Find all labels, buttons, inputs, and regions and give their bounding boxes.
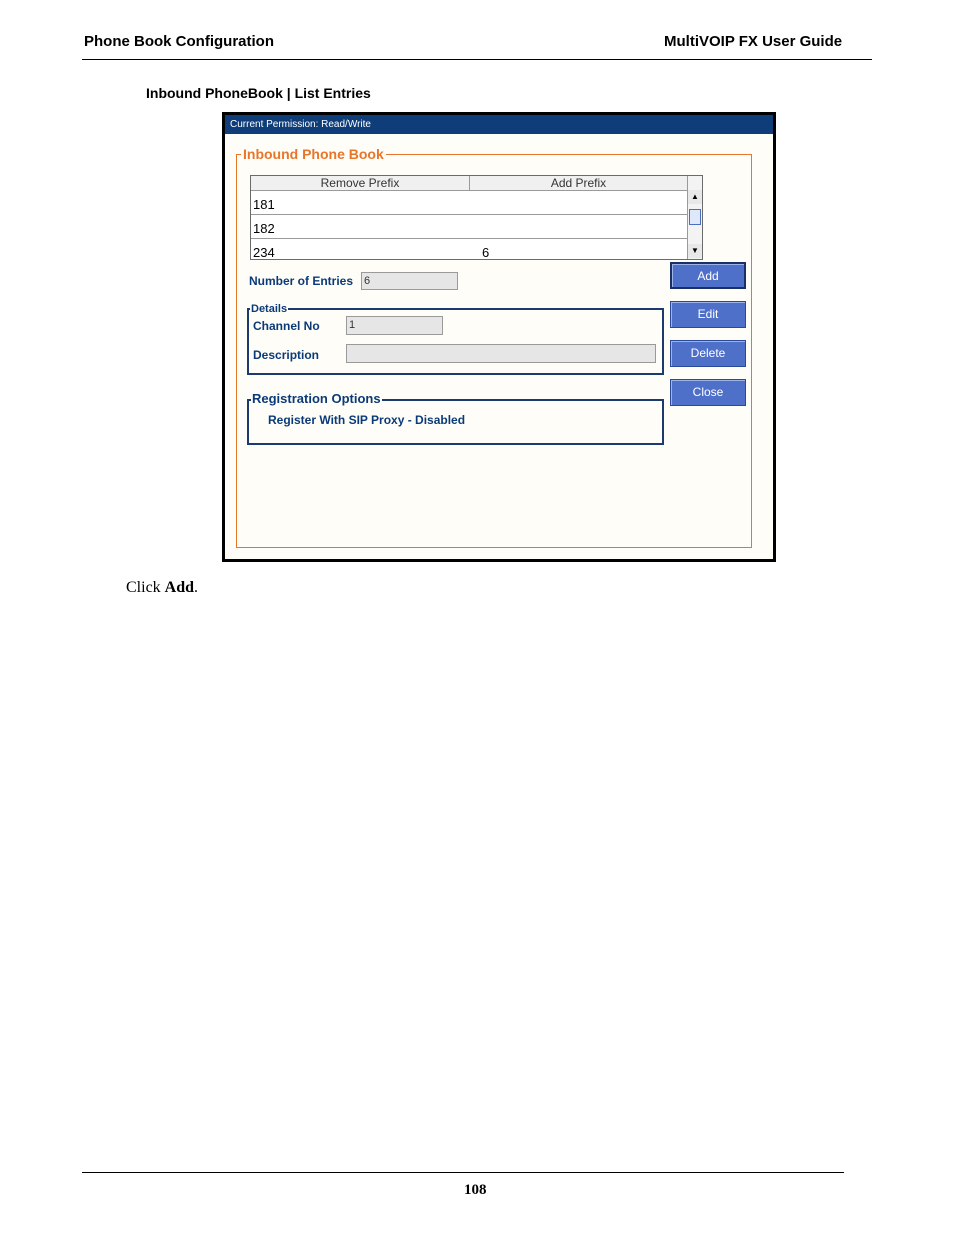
footer-divider bbox=[82, 1172, 844, 1173]
page-number: 108 bbox=[464, 1182, 487, 1198]
column-header-add-prefix[interactable]: Add Prefix bbox=[470, 176, 688, 191]
remove-prefix-cell: 234 bbox=[253, 245, 275, 260]
number-of-entries-label: Number of Entries bbox=[249, 274, 354, 288]
column-header-remove-prefix[interactable]: Remove Prefix bbox=[251, 176, 470, 191]
channel-no-label: Channel No bbox=[253, 319, 320, 333]
document-guide-title: MultiVOIP FX User Guide bbox=[664, 33, 843, 50]
remove-prefix-cell: 182 bbox=[253, 221, 275, 236]
header-divider bbox=[82, 59, 872, 60]
instruction-suffix: . bbox=[194, 579, 199, 596]
screenshot-frame bbox=[222, 112, 776, 562]
sip-proxy-status: Register With SIP Proxy - Disabled bbox=[268, 413, 466, 427]
description-label: Description bbox=[253, 348, 320, 362]
phonebook-window bbox=[225, 134, 773, 559]
instruction-bold: Add bbox=[164, 579, 195, 596]
add-prefix-cell: 6 bbox=[482, 245, 490, 260]
screenshot-caption: Inbound PhoneBook | List Entries bbox=[146, 85, 371, 101]
scroll-down-arrow-icon[interactable]: ▼ bbox=[688, 244, 702, 258]
channel-no-field[interactable]: 1 bbox=[346, 316, 443, 335]
scroll-up-arrow-icon[interactable]: ▲ bbox=[688, 190, 702, 204]
document-section-title: Phone Book Configuration bbox=[84, 33, 274, 50]
description-field[interactable] bbox=[346, 344, 656, 363]
close-button[interactable]: Close bbox=[670, 379, 746, 406]
registration-options-title: Registration Options bbox=[252, 391, 381, 406]
instruction-prefix: Click bbox=[126, 579, 165, 596]
table-row[interactable] bbox=[251, 191, 688, 215]
edit-button[interactable]: Edit bbox=[670, 301, 746, 328]
delete-button[interactable]: Delete bbox=[670, 340, 746, 367]
table-row[interactable] bbox=[251, 215, 688, 239]
group-title: Inbound Phone Book bbox=[243, 146, 384, 162]
table-scrollbar[interactable] bbox=[687, 176, 702, 259]
instruction-text bbox=[126, 579, 198, 597]
scroll-thumb[interactable] bbox=[689, 209, 701, 225]
number-of-entries-field[interactable]: 6 bbox=[361, 272, 458, 290]
details-group-title: Details bbox=[251, 303, 288, 315]
remove-prefix-cell: 181 bbox=[253, 197, 275, 212]
table-row[interactable] bbox=[251, 239, 688, 259]
permission-titlebar: Current Permission: Read/Write bbox=[225, 115, 773, 134]
add-button[interactable]: Add bbox=[670, 262, 746, 289]
prefix-table[interactable] bbox=[250, 175, 703, 260]
